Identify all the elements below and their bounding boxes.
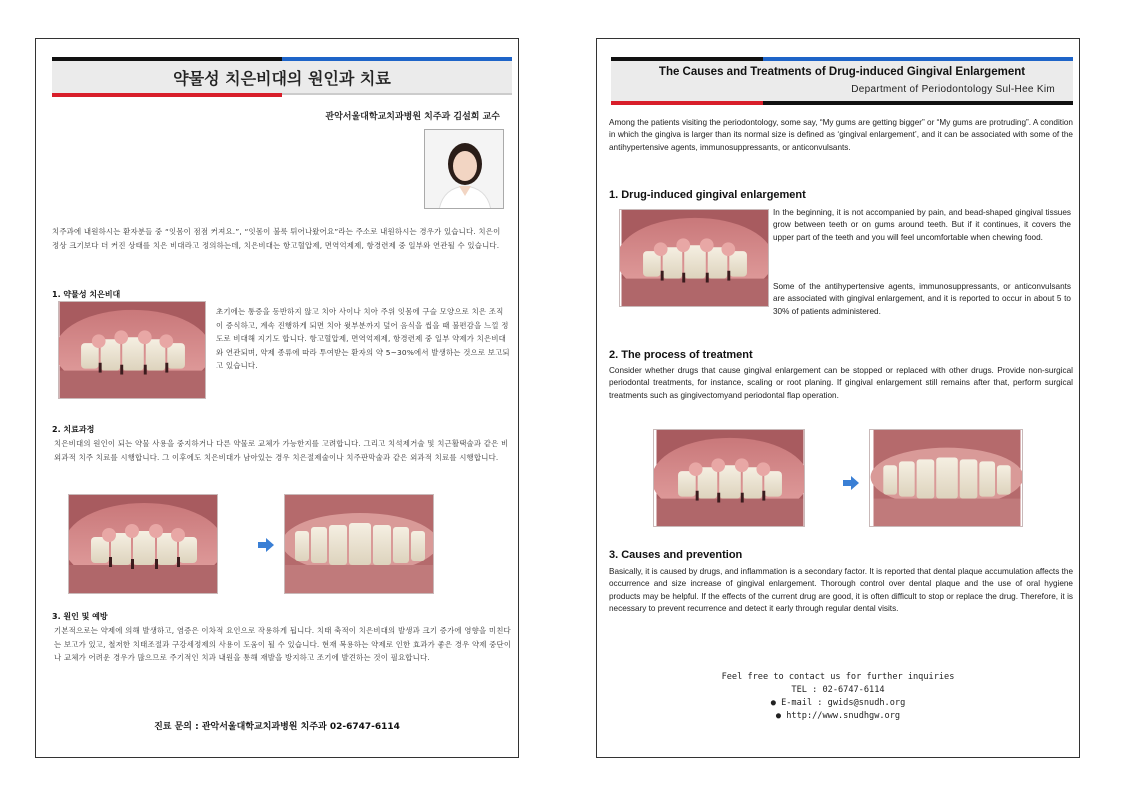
section3-text: 기본적으로는 약제에 의해 발생하고, 염증은 이차적 요인으로 작용하게 됩니다. 치태 축적이 치은비대의 발생과 크기 증가에 영향을 미친다는 보고가 있고, 철저한 치태조절과 구강세정제의 사용이 도움이 될 수 있습니다. 현재 복용하는 약제로 인한 효과가 좋은 경우 약제 중단이나 교체가 어려운 경우가 많으므로 주기적인 치과 내원을 통해 재발을 방지하고 조기에 발견하는 것이 필요합니다. bbox=[54, 626, 512, 663]
contact-invite: Feel free to contact us for further inquiries bbox=[721, 672, 955, 682]
contact-line: 진료 문의 : 관악서울대학교치과병원 치주과 02-6747-6114 bbox=[154, 722, 400, 732]
gingival-enlargement-photo bbox=[58, 301, 206, 399]
intro-paragraph: Among the patients visiting the periodontology, some say, “My gums are getting bigger” or “My gums are protruding”. A condition in which the gingiva is larger than its normal size is defined as ‘gingival enlargement’, and it can be associated with some of the antihypertensive agents, immunosuppressants, or anticonvulsants. bbox=[609, 118, 1073, 152]
section3-heading: 3. 원인 및 예방 bbox=[52, 612, 108, 621]
section2-heading: 2. 치료과정 bbox=[52, 425, 95, 434]
before-treatment-photo bbox=[68, 494, 218, 594]
arrow-right-icon bbox=[258, 537, 274, 551]
english-page bbox=[596, 38, 1080, 758]
after-treatment-photo bbox=[284, 494, 434, 594]
section1-heading: 1. 약물성 치은비대 bbox=[52, 290, 121, 299]
contact-website-link[interactable]: ● http://www.snudhgw.org bbox=[775, 711, 901, 721]
bottom-red-bar bbox=[611, 101, 763, 105]
section2-text: Consider whether drugs that cause gingival enlargement can be stopped or replaced with other drugs. Provide non-surgical periodontal treatments, for instance, scaling or root planing. If gingival enlargement still remains after that, perform surgical treatments such as gingivectomyand periodontal flap operation. bbox=[609, 366, 1073, 400]
department-line: Department of Periodontology Sul-Hee Kim bbox=[851, 84, 1055, 95]
section1-text2: Some of the antihypertensive agents, immunosuppressants, or anticonvulsants are associated with gingival enlargement, and it is reported to occur in about 5 to 30% of patients administered. bbox=[773, 282, 1071, 316]
section3-heading: 3. Causes and prevention bbox=[609, 549, 743, 561]
arrow-right-icon bbox=[843, 475, 859, 489]
after-treatment-photo bbox=[869, 429, 1023, 527]
contact-tel: TEL : 02-6747-6114 bbox=[791, 685, 885, 695]
section1-text: 초기에는 통증을 동반하지 않고 치아 사이나 치아 주위 잇몸에 구슬 모양으로 치은 조직이 증식하고, 계속 진행하게 되면 치아 윗부분까지 덮어 음식을 씹을 때 불편감을 느낄 정도로 비대해 지기도 합니다. 항고혈압제, 면역억제제, 항경련제 중 일부 약제가 치은비대와 연관되며, 약제 종류에 따라 투여받는 환자의 약 5~30%에서 발생하는 것으로 보고되고 있습니다. bbox=[216, 307, 510, 371]
bottom-black-bar bbox=[763, 101, 1073, 105]
page-title: The Causes and Treatments of Drug-induced Gingival Enlargement bbox=[658, 66, 1026, 78]
contact-block bbox=[597, 671, 1079, 723]
title-band bbox=[52, 61, 512, 93]
bottom-grey-bar bbox=[282, 93, 512, 95]
section2-text: 치은비대의 원인이 되는 약물 사용을 중지하거나 다른 약물로 교체가 가능한지를 고려합니다. 그리고 치석제거술 및 치근활택술과 같은 비외과적 치주 치료를 시행합니다. 그 이후에도 치은비대가 남아있는 경우 치은절제술이나 치주판막술과 같은 외과적 치료를 시행합니다. bbox=[54, 439, 509, 462]
bottom-red-bar bbox=[52, 93, 282, 97]
section2-heading: 2. The process of treatment bbox=[609, 349, 753, 361]
page-title: 약물성 치은비대의 원인과 치료 bbox=[173, 68, 391, 88]
intro-paragraph: 치주과에 내원하시는 환자분들 중 “잇몸이 점점 커져요.”, “잇몸이 불룩 튀어나왔어요”라는 주소로 내원하시는 경우가 있습니다. 치은이 정상 크기보다 더 커진 상태를 치은 비대라고 정의하는데, 치은비대는 항고혈압제, 면역억제제, 항경련제 중 일부와 연관될 수 있습니다. bbox=[52, 227, 501, 250]
author-line: 관악서울대학교치과병원 치주과 김설희 교수 bbox=[325, 112, 500, 122]
section1-heading: 1. Drug-induced gingival enlargement bbox=[609, 189, 806, 201]
gingival-enlargement-photo bbox=[619, 209, 769, 307]
title-band bbox=[611, 61, 1073, 101]
korean-page bbox=[35, 38, 519, 758]
before-treatment-photo bbox=[653, 429, 805, 527]
section1-text: In the beginning, it is not accompanied by pain, and bead-shaped gingival tissues grow between teeth or on gums around teeth. But if it continues, it covers the upper part of the teeth and you will feel uncomfortable when chewing food. bbox=[773, 208, 1071, 242]
contact-email[interactable]: ● E-mail : gwids@snudh.org bbox=[770, 698, 906, 708]
author-portrait bbox=[424, 129, 504, 209]
section3-text: Basically, it is caused by drugs, and inflammation is a secondary factor. It is reported that dental plaque accumulation affects the occurrence and size increase of gingival enlargement. Thorough control over dental plaque and the use of oral hygiene products may be helpful. If the effects of the current drug are good, it is often difficult to stop or replace the drug. Therefore, it is necessary to prevent recurrence and detect it early through regular dental visits. bbox=[609, 567, 1073, 614]
